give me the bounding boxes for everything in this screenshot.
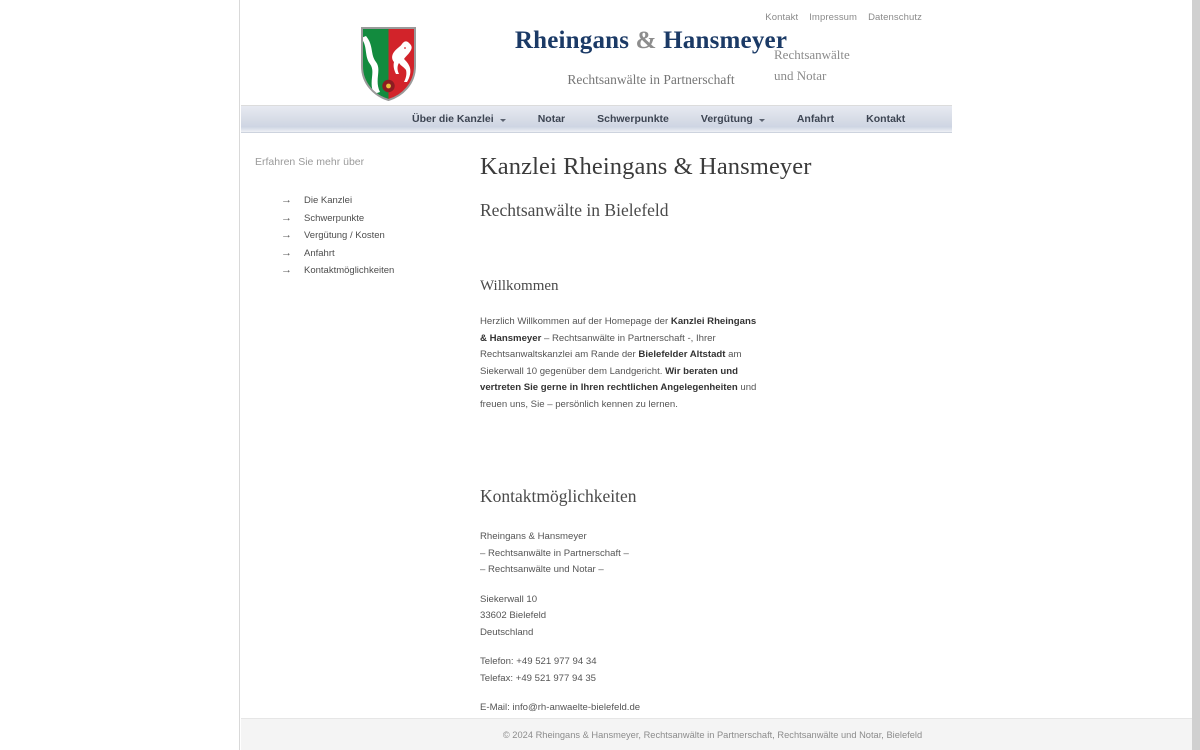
welcome-text-2: – Rechtsanwälte in Partnerschaft -, Ihrer Rechtsanwaltskanzlei am Rande der [480, 332, 716, 360]
contact-partnership-line: – Rechtsanwälte in Partnerschaft – [480, 547, 629, 559]
header-tagline [774, 44, 850, 87]
contact-address-block [480, 529, 910, 733]
utility-link-kontakt[interactable]: Kontakt [765, 12, 799, 23]
contact-heading: Kontaktmöglichkeiten [480, 486, 637, 506]
brand-subtitle: Rechtsanwälte in Partnerschaft [567, 72, 735, 88]
contact-firm-name: Rheingans & Hansmeyer [480, 531, 587, 542]
nav-label: Schwerpunkte [597, 113, 669, 125]
contact-fax: Telefax: +49 521 977 94 35 [480, 672, 597, 684]
nav-item-kontakt[interactable] [850, 106, 921, 133]
contact-section [480, 486, 910, 733]
nav-item-schwerpunkte[interactable] [581, 106, 685, 133]
header-tagline-line1: Rechtsanwälte [774, 47, 850, 62]
spacer [480, 687, 910, 700]
contact-email[interactable]: E-Mail: info@rh-anwaelte-bielefeld.de [480, 702, 641, 713]
welcome-paragraph [480, 314, 758, 413]
welcome-section [480, 278, 910, 413]
arrow-right-icon: → [281, 229, 292, 242]
vertical-scrollbar[interactable] [1192, 0, 1200, 750]
nav-item-verguetung[interactable] [685, 106, 781, 133]
sidebar-item-label: Schwerpunkte [304, 212, 365, 224]
spacer [480, 579, 910, 592]
arrow-right-icon: → [281, 194, 292, 207]
nav-label: Notar [537, 113, 566, 125]
nav-item-notar[interactable] [522, 106, 581, 133]
nav-item-ueber-die-kanzlei[interactable] [396, 106, 522, 133]
sidebar-item-label: Die Kanzlei [304, 195, 353, 207]
nav-label: Über die Kanzlei [412, 113, 494, 125]
contact-city: 33602 Bielefeld [480, 610, 547, 621]
brand-title-first: Rheingans [514, 27, 630, 54]
chevron-down-icon [759, 119, 765, 122]
sidebar-item-label: Anfahrt [304, 247, 335, 259]
main-navigation [241, 106, 952, 133]
nav-label: Kontakt [866, 113, 906, 125]
sidebar-item-schwerpunkte[interactable] [281, 210, 479, 228]
sidebar-item-anfahrt[interactable] [281, 245, 479, 263]
sidebar-item-label: Kontaktmöglichkeiten [304, 265, 395, 277]
welcome-bold-2: Bielefelder Altstadt [638, 349, 726, 360]
welcome-text-1: Herzlich Willkommen auf der Homepage der [480, 316, 671, 327]
site-header [241, 0, 952, 106]
sidebar [241, 133, 479, 280]
nav-item-list [241, 106, 952, 133]
nrw-coat-of-arms-logo[interactable] [360, 26, 417, 102]
footer-copyright: © 2024 Rheingans & Hansmeyer, Rechtsanwälte in Partnerschaft, Rechtsanwälte und Notar, Bielefeld [502, 730, 923, 740]
sidebar-item-die-kanzlei[interactable] [281, 192, 479, 210]
nav-label: Anfahrt [796, 113, 835, 125]
site-footer [241, 718, 1192, 750]
sidebar-intro-text: Erfahren Sie mehr über [255, 156, 365, 168]
chevron-down-icon [500, 119, 506, 122]
contact-phone: Telefon: +49 521 977 94 34 [480, 656, 597, 667]
sidebar-item-kontaktmoeglichkeiten[interactable] [281, 262, 479, 280]
spacer [480, 641, 910, 654]
arrow-right-icon: → [281, 264, 292, 277]
welcome-heading: Willkommen [480, 278, 559, 294]
contact-street: Siekerwall 10 [480, 593, 538, 605]
welcome-text-4: und freuen uns, Sie – persönlich kennen zu lernen. [480, 382, 757, 410]
welcome-text-3: am Siekerwall 10 gegenüber dem Landgericht. [480, 349, 742, 377]
arrow-right-icon: → [281, 246, 292, 259]
main-content [480, 133, 910, 733]
brand-title-last: Hansmeyer [663, 27, 788, 54]
welcome-bold-1: Kanzlei Rheingans & Hansmeyer [480, 316, 757, 344]
sidebar-link-list [251, 192, 479, 280]
contact-country: Deutschland [480, 626, 534, 638]
arrow-right-icon: → [281, 211, 292, 224]
page-subtitle: Rechtsanwälte in Bielefeld [480, 200, 669, 220]
page-left-gutter [0, 0, 240, 750]
header-tagline-line2: und Notar [774, 68, 827, 84]
utility-link-impressum[interactable]: Impressum [809, 12, 858, 23]
welcome-bold-3: Wir beraten und vertreten Sie gerne in Ihren rechtlichen Angelegenheiten [480, 365, 739, 393]
page-title: Kanzlei Rheingans & Hansmeyer [480, 153, 812, 180]
utility-links [765, 12, 922, 23]
utility-link-datenschutz[interactable]: Datenschutz [868, 12, 922, 23]
nav-label: Vergütung [700, 113, 753, 125]
sidebar-item-label: Vergütung / Kosten [304, 230, 385, 242]
contact-notar-line: – Rechtsanwälte und Notar – [480, 564, 604, 575]
page-body [241, 133, 1192, 718]
brand-title-ampersand: & [635, 27, 657, 54]
nav-item-anfahrt[interactable] [781, 106, 850, 133]
sidebar-item-verguetung-kosten[interactable] [281, 227, 479, 245]
